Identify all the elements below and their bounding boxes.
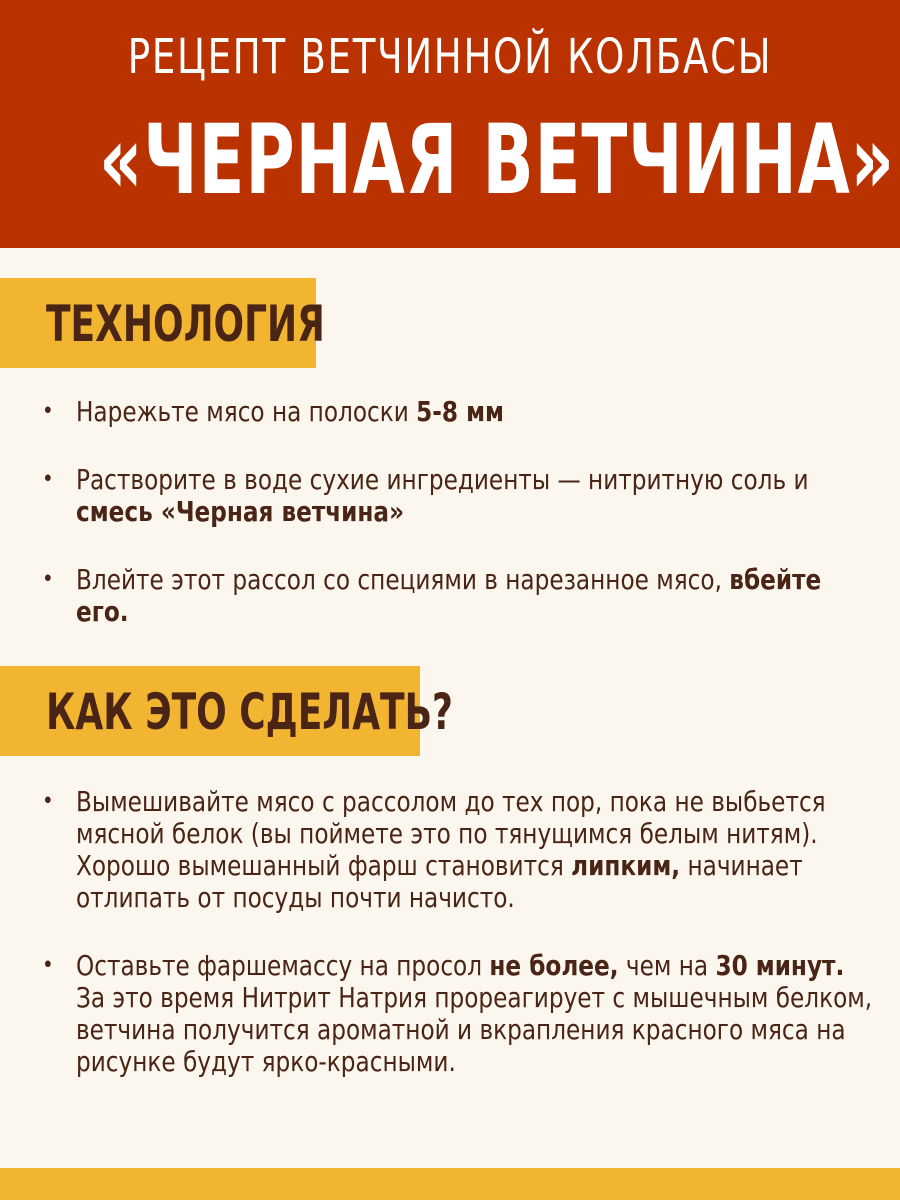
- footer-bar: [0, 1168, 900, 1200]
- how-to-steps-list: [0, 786, 900, 1114]
- text-run: Влейте этот рассол со специями в нарезанное мясо,: [76, 563, 730, 596]
- list-item-text: [76, 950, 876, 1078]
- bold-text: вбейте его.: [76, 563, 822, 628]
- bold-text: смесь «Черная ветчина»: [76, 495, 405, 528]
- header-banner: [0, 0, 900, 248]
- list-item: [0, 396, 900, 428]
- bold-text: 5-8 мм: [416, 395, 505, 428]
- section-heading-how-to: [0, 666, 453, 756]
- list-item: [0, 786, 900, 914]
- list-item-text: [76, 464, 876, 528]
- text-run: Растворите в воде сухие ингредиенты — нитритную соль и: [76, 463, 809, 496]
- section-heading-technology: [0, 278, 325, 368]
- text-run: За это время Нитрит Натрия прореагирует с мышечным белком, ветчина получится ароматной и вкрапления красного мяса на рисунке будут ярко-красными.: [76, 981, 873, 1078]
- text-run: Нарежьте мясо на полоски: [76, 395, 417, 428]
- text-run: Вымешивайте мясо с рассолом до тех пор, пока не выбьется мясной белок (вы поймете это по тянущимся белым нитям). Хорошо вымешанный фарш становится: [76, 785, 826, 882]
- text-run: чем на: [618, 949, 716, 982]
- list-item-text: [76, 396, 876, 428]
- recipe-title: «ЧЕРНАЯ ВЕТЧИНА»: [99, 104, 895, 216]
- list-item: [0, 564, 900, 628]
- bold-text: липким,: [571, 849, 681, 882]
- list-item-text: [76, 564, 876, 628]
- section-heading-label: КАК ЭТО СДЕЛАТЬ?: [46, 683, 453, 741]
- technology-steps-list: [0, 396, 900, 664]
- bold-text: 30 минут.: [715, 949, 845, 982]
- list-item: [0, 464, 900, 528]
- bold-text: не более,: [489, 949, 619, 982]
- text-run: Оставьте фаршемассу на просол: [76, 949, 490, 982]
- list-item: [0, 950, 900, 1078]
- recipe-subtitle: РЕЦЕПТ ВЕТЧИННОЙ КОЛБАСЫ: [127, 29, 773, 85]
- list-item-text: [76, 786, 876, 914]
- section-heading-label: ТЕХНОЛОГИЯ: [46, 295, 325, 353]
- text-run: начинает отлипать от посуды почти начисто.: [76, 849, 803, 914]
